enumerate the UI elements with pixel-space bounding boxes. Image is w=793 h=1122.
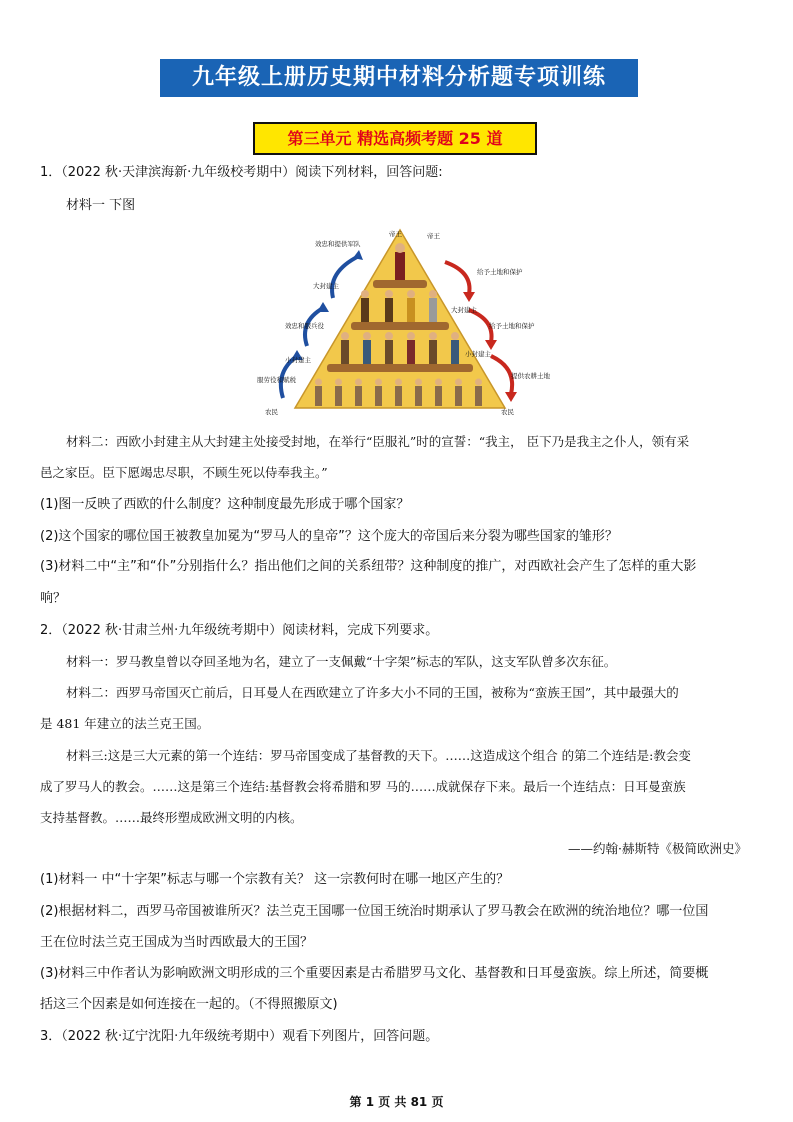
tier-lesser-lords [327,364,473,372]
pyramid-top-label: 帝王 [389,230,402,238]
q2-sub3-line2: 括这三个因素是如何连接在一起的。（不得照搬原文) [40,997,338,1012]
label-right-0: 帝王 [427,232,440,240]
label-left-3: 小封建主 [285,356,311,364]
label-left-4: 服劳役和赋税 [257,376,296,384]
tier-king [373,280,427,288]
q1-sub1: (1)图一反映了西欧的什么制度？这种制度最先形成于哪个国家？ [40,497,410,512]
q1-sub3-line2: 响？ [40,591,67,606]
label-right-3: 给予土地和保护 [489,322,535,330]
q1-material2-line2: 邑之家臣。臣下愿竭忠尽职，不顾生死以侍奉我主。” [40,465,328,480]
label-left-5: 农民 [265,408,278,416]
q1-stem: 1．（2022 秋·天津滨海新·九年级校考期中）阅读下列材料，回答问题: [40,165,443,180]
q2-sub1: (1)材料一 中“十字架”标志与哪一个宗教有关？ 这一宗教何时在哪一地区产生的？ [40,872,510,887]
q2-sub3-line1: (3)材料三中作者认为影响欧洲文明形成的三个重要因素是古希腊罗马文化、基督教和日耳曼蛮族。综上所述，简要概 [40,966,709,981]
page-title-banner: 九年级上册历史期中材料分析题专项训练 [160,59,638,97]
q2-stem: 2．（2022 秋·甘肃兰州·九年级统考期中）阅读材料，完成下列要求。 [40,623,439,638]
label-left-0: 效忠和提供军队 [315,240,361,248]
q1-sub3-line1: (3)材料二中“主”和“仆”分别指什么？指出他们之间的关系纽带？这种制度的推广，对西欧社会产生了怎样的重大影 [40,559,697,574]
label-left-2: 效忠和服兵役 [285,322,324,330]
label-right-5: 提供农耕土地 [511,372,550,380]
q1-material1-label: 材料一 下图 [66,198,136,213]
q2-material3-line3: 支持基督教。……最终形塑成欧洲文明的内核。 [40,810,303,825]
unit-subtitle-banner: 第三单元 精选高频考题 25 道 [253,122,537,155]
q2-material2-line1: 材料二：西罗马帝国灭亡前后，日耳曼人在西欧建立了许多大小不同的王国，被称为“蛮族王国”，其中最强大的 [66,685,679,700]
q1-material2-line1: 材料二：西欧小封建主从大封建主处接受封地，在举行“臣服礼”时的宣誓：“我主， 臣下乃是我主之仆人，领有采 [66,434,690,449]
peasant-figures-icon [315,379,482,407]
q2-material1: 材料一：罗马教皇曾以夺回圣地为名，建立了一支佩戴“十字架”标志的军队，这支军队曾多次东征。 [66,654,617,669]
q2-material3-line1: 材料三:这是三大元素的第一个连结：罗马帝国变成了基督教的天下。……这造成这个组合 的第二个连结是:教会变 [66,748,691,763]
q1-sub2: (2)这个国家的哪位国王被教皇加冕为“罗马人的皇帝”？这个庞大的帝国后来分裂为哪些国家的雏形？ [40,529,618,544]
label-right-6: 农民 [501,408,514,416]
feudal-pyramid-figure [255,222,550,418]
tier-great-lords [351,322,449,330]
q2-sub2-line1: (2)根据材料二，西罗马帝国被谁所灭？法兰克王国哪一位国王统治时期承认了罗马教会在欧洲的统治地位？哪一位国 [40,904,709,919]
label-right-4: 小封建主 [465,350,491,358]
q2-source-citation: ——约翰·赫斯特《极简欧洲史》 [568,841,747,856]
page-footer: 第 1 页 共 81 页 [349,1095,444,1109]
label-right-2: 大封建主 [451,306,477,314]
label-right-1: 给予土地和保护 [477,268,523,276]
q2-material2-line2: 是 481 年建立的法兰克王国。 [40,716,210,731]
label-left-1: 大封建主 [313,282,339,290]
q2-material3-line2: 成了罗马人的教会。……这是第三个连结:基督教会将希腊和罗 马的……成就保存下来。最后一个连结点：日耳曼蛮族 [40,779,686,794]
q2-sub2-line2: 王在位时法兰克王国成为当时西欧最大的王国？ [40,935,314,950]
king-figure-icon [395,243,405,280]
q3-stem: 3．（2022 秋·辽宁沈阳·九年级统考期中）观看下列图片，回答问题。 [40,1029,439,1044]
